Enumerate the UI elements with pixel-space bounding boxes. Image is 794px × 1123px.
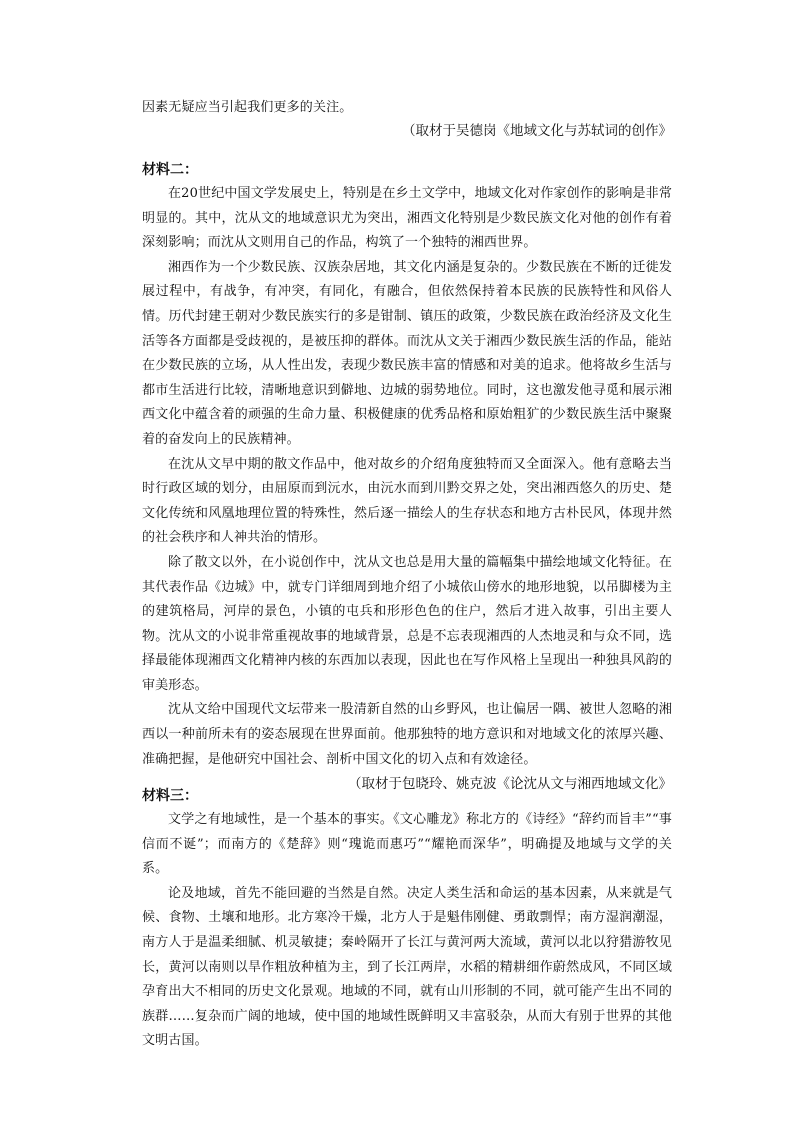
material-2-heading: 材料二： bbox=[142, 162, 198, 178]
material-2-paragraph-4: 除了散文以外，在小说创作中，沈从文也总是用大量的篇幅集中描绘地域文化特征。在其代表作品《边城》中，就专门详细周到地介绍了小城依山傍水的地形地貌，以吊脚楼为主的建筑格局，河岸的景色，小镇的屯兵和形形色色的住户，然后才进入故事，引出主要人物。沈从文的小说非常重视故事的地域背景，总是不忘表现湘西的人杰地灵和与众不同，选择最能体现湘西文化精神内核的东西加以表现，因此也在写作风格上呈现出一种独具风韵的审美形态。 bbox=[142, 554, 672, 693]
material-2-paragraph-5: 沈从文给中国现代文坛带来一股清新自然的山乡野风，也让偏居一隅、被世人忽略的湘西以一种前所未有的姿态展现在世界面前。他那独特的地方意识和对地域文化的浓厚兴趣、准确把握，是他研究中国社会、剖析中国文化的切入点和有效途径。 bbox=[142, 702, 672, 767]
material-3-section bbox=[142, 784, 672, 1054]
material-3-heading: 材料三： bbox=[142, 788, 198, 804]
material-2-paragraph-2: 湘西作为一个少数民族、汉族杂居地，其文化内涵是复杂的。少数民族在不断的迁徙发展过程中，有战争，有冲突，有同化，有融合，但依然保持着本民族的民族特性和风俗人情。历代封建王朝对少数民族实行的多是钳制、镇压的政策，少数民族在政治经济及文化生活等各方面都是受歧视的，是被压抑的群体。而沈从文关于湘西少数民族生活的作品，能站在少数民族的立场，从人性出发，表现少数民族丰富的情感和对美的追求。他将故乡生活与都市生活进行比较，清晰地意识到僻地、边城的弱势地位。同时，这也激发他寻觅和展示湘西文化中蕴含着的顽强的生命力量、积极健康的优秀品格和原始粗犷的少数民族生活中聚聚着的奋发向上的民族精神。 bbox=[142, 259, 672, 447]
material-2-section bbox=[142, 158, 672, 796]
material-3-paragraph-2: 论及地域，首先不能回避的当然是自然。决定人类生活和命运的基本因素，从来就是气候、食物、土壤和地形。北方寒冷干燥，北方人于是魁伟刚健、勇敢剽悍；南方湿润潮湿，南方人于是温柔细腻、机灵敏捷；秦岭隔开了长江与黄河两大流域，黄河以北以狩猎游牧见长，黄河以南则以旱作粗放种植为主，到了长江两岸，水稻的精耕细作蔚然成风，不同区域孕育出大不相同的历史文化景观。地域的不同，就有山川形制的不同，就可能产生出不同的族群……复杂而广阔的地域，使中国的地域性既鲜明又丰富驳杂，从而大有别于世界的其他文明古国。 bbox=[142, 885, 672, 1049]
material-2-paragraph-1: 在20世纪中国文学发展史上，特别是在乡土文学中，地域文化对作家创作的影响是非常明显的。其中，沈从文的地域意识尤为突出，湘西文化特别是少数民族文化对他的创作有着深刻影响；而沈从文则用自己的作品，构筑了一个独特的湘西世界。 bbox=[142, 186, 672, 251]
source-1-block bbox=[142, 119, 672, 143]
source-citation-1: （取材于吴德岗《地域文化与苏轼词的创作》 bbox=[402, 123, 672, 139]
material-2-paragraph-3: 在沈从文早中期的散文作品中，他对故乡的介绍角度独特而又全面深入。他有意略去当时行政区域的划分，由屈原而到沅水，由沅水而到川黔交界之处，突出湘西悠久的历史、楚文化传统和风凰地理位置的特殊性，然后逐一描绘人的生存状态和地方古朴民风，体现井然的社会秩序和人神共治的情形。 bbox=[142, 456, 672, 546]
source-citation-2: （取材于包晓玲、姚克波《论沈从文与湘西地域文化》 bbox=[348, 776, 672, 793]
material-3-paragraph-1: 文学之有地域性，是一个基本的事实。《文心雕龙》称北方的《诗经》“辞约而旨丰”“事信而不诞”；而南方的《楚辞》则“瑰诡而惠巧”“耀艳而深华”，明确提及地域与文学的关系。 bbox=[142, 812, 672, 877]
top-fragment-block bbox=[142, 96, 672, 121]
top-fragment: 因素无疑应当引起我们更多的关注。 bbox=[142, 100, 353, 115]
